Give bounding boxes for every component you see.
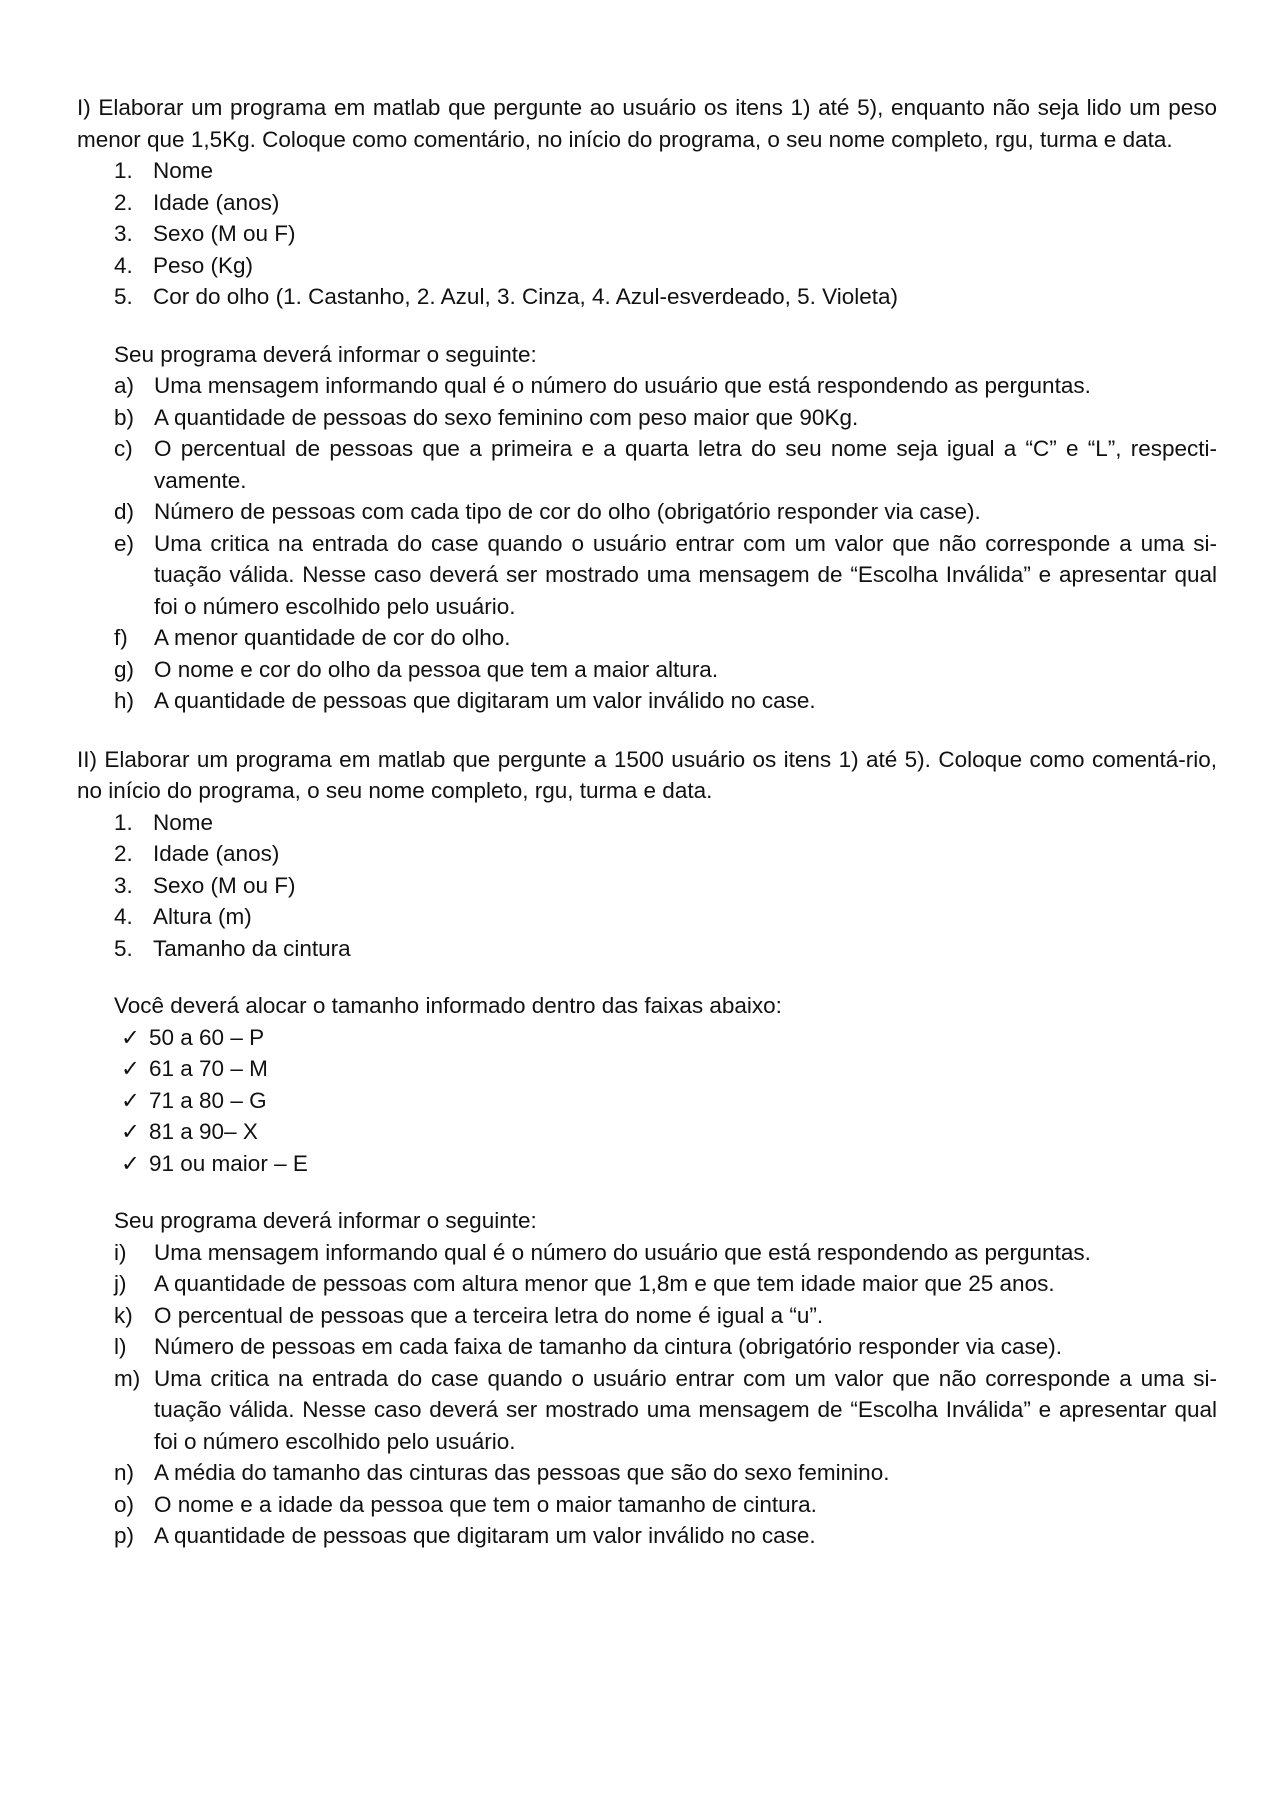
- list-item: i) Uma mensagem informando qual é o número do usuário que está respondendo as perguntas.: [114, 1239, 1091, 1265]
- spacer: [77, 1179, 1217, 1205]
- list-item: e) Uma critica na entrada do case quando o usuário entrar com um valor que não corresponde a uma si-tuação válida. Nesse caso deverá ser mostrado uma mensagem de “Escolha Inválida” e apresentar qual foi o número escolhido pelo usuário.: [114, 530, 1217, 619]
- list-item: 5. Cor do olho (1. Castanho, 2. Azul, 3. Cinza, 4. Azul-esverdeado, 5. Violeta): [114, 284, 899, 309]
- section-2-requirements-intro: Seu programa deverá informar o seguinte:: [114, 1208, 537, 1233]
- checkmark-icon: ✓: [121, 1150, 140, 1176]
- list-item: l) Número de pessoas em cada faixa de tamanho da cintura (obrigatório responder via case).: [114, 1334, 1062, 1359]
- list-item: 2. Idade (anos): [114, 841, 280, 866]
- section-1-requirements-list: [77, 370, 1217, 717]
- spacer: [77, 313, 1217, 339]
- waist-range-list: [77, 1022, 1217, 1180]
- list-item: a) Uma mensagem informando qual é o número do usuário que está respondendo as perguntas.: [114, 373, 1091, 398]
- section-2-requirements-list: [77, 1237, 1217, 1552]
- list-item: n) A média do tamanho das cinturas das pessoas que são do sexo feminino.: [114, 1460, 890, 1485]
- checkmark-icon: ✓: [121, 1056, 140, 1081]
- list-item: ✓ 50 a 60 – P: [77, 1022, 1217, 1054]
- list-item: d) Número de pessoas com cada tipo de cor do olho (obrigatório responder via case).: [114, 499, 981, 524]
- list-item: 4. Peso (Kg): [114, 252, 254, 278]
- list-item: ✓ 71 a 80 – G: [77, 1085, 1217, 1117]
- list-item: 4. Altura (m): [114, 904, 252, 929]
- list-item: c) O percentual de pessoas que a primeira e a quarta letra do seu nome seja igual a “C” e “L”, respecti-vamente.: [114, 436, 1217, 493]
- checkmark-icon: ✓: [121, 1024, 140, 1050]
- section-2-intro: II) Elaborar um programa em matlab que pergunte a 1500 usuário os itens 1) até 5). Coloque como comentá-rio, no início do programa, o seu nome completo, rgu, turma e data.: [77, 746, 1217, 803]
- list-item: ✓ 91 ou maior – E: [77, 1148, 1217, 1180]
- spacer: [77, 717, 1217, 744]
- section-2-ranges-intro: Você deverá alocar o tamanho informado dentro das faixas abaixo:: [114, 993, 782, 1018]
- list-item: b) A quantidade de pessoas do sexo feminino com peso maior que 90Kg.: [114, 404, 859, 430]
- list-item: 3. Sexo (M ou F): [114, 221, 296, 246]
- list-item: j) A quantidade de pessoas com altura menor que 1,8m e que tem idade maior que 25 anos.: [114, 1271, 1055, 1296]
- list-item: m) Uma critica na entrada do case quando o usuário entrar com um valor que não corresponde a uma si-tuação válida. Nesse caso deverá ser mostrado uma mensagem de “Escolha Inválida” e apresentar qual foi o número escolhido pelo usuário.: [114, 1365, 1217, 1454]
- list-item: f) A menor quantidade de cor do olho.: [114, 625, 511, 650]
- list-item: ✓ 61 a 70 – M: [77, 1053, 1217, 1085]
- list-item: g) O nome e cor do olho da pessoa que tem a maior altura.: [114, 656, 719, 682]
- list-item: o) O nome e a idade da pessoa que tem o maior tamanho de cintura.: [114, 1491, 817, 1517]
- list-item: ✓ 81 a 90– X: [77, 1116, 1217, 1148]
- list-item: h) A quantidade de pessoas que digitaram um valor inválido no case.: [114, 688, 816, 713]
- list-item: 3. Sexo (M ou F): [114, 872, 296, 898]
- checkmark-icon: ✓: [121, 1119, 140, 1144]
- list-item: 2. Idade (anos): [114, 189, 280, 215]
- list-item: p) A quantidade de pessoas que digitaram um valor inválido no case.: [114, 1523, 816, 1548]
- section-1-intro: I) Elaborar um programa em matlab que pergunte ao usuário os itens 1) até 5), enquanto não seja lido um peso menor que 1,5Kg. Coloque como comentário, no início do programa, o seu nome completo, rgu, turma e data.: [77, 95, 1217, 152]
- checkmark-icon: ✓: [121, 1087, 140, 1113]
- section-2-field-list: [77, 807, 1217, 965]
- spacer: [77, 964, 1217, 990]
- list-item: 1. Nome: [114, 158, 214, 183]
- list-item: k) O percentual de pessoas que a terceira letra do nome é igual a “u”.: [114, 1302, 824, 1328]
- list-item: 1. Nome: [114, 809, 214, 835]
- section-1-requirements-intro: Seu programa deverá informar o seguinte:: [114, 341, 537, 367]
- list-item: 5. Tamanho da cintura: [114, 935, 351, 961]
- section-1-field-list: [77, 155, 1217, 313]
